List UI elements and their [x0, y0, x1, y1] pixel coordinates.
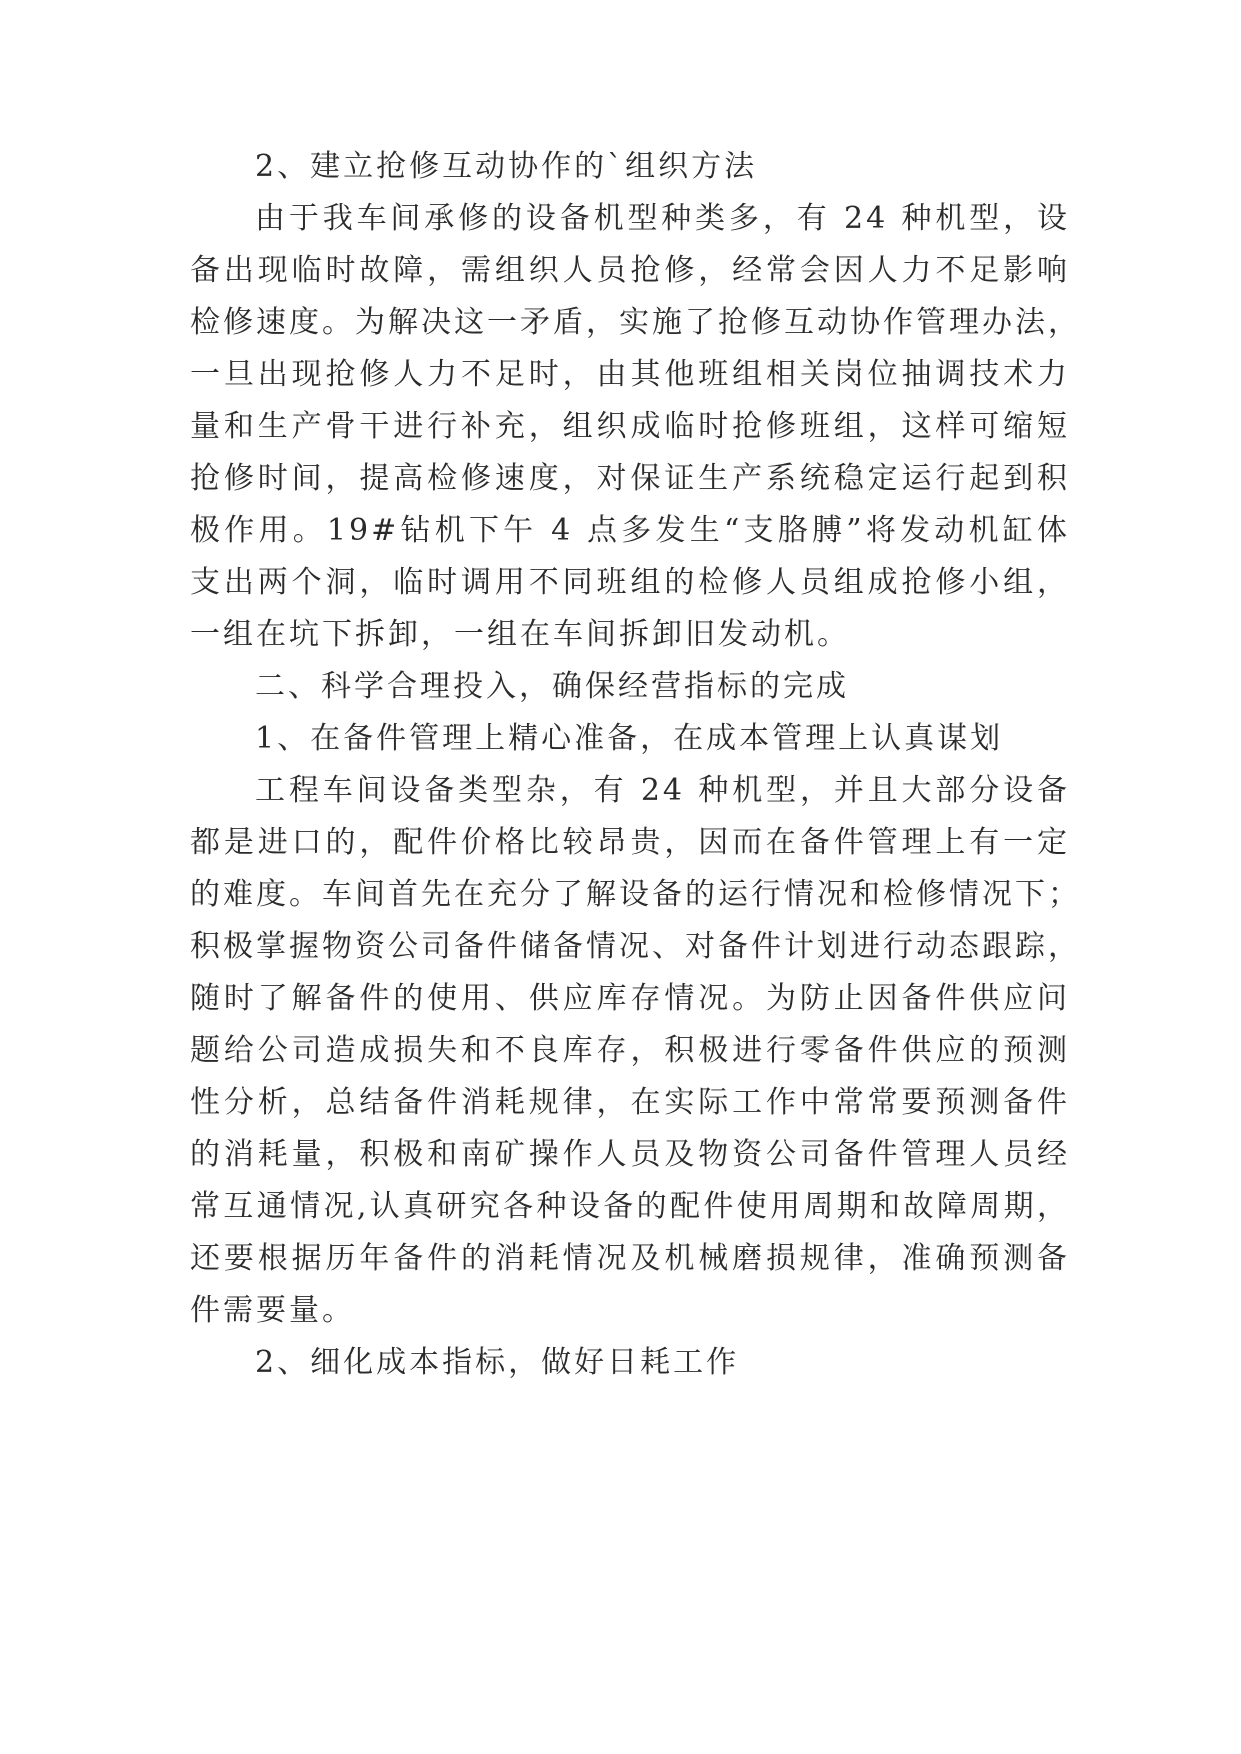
section-heading: 二、科学合理投入，确保经营指标的完成 — [255, 669, 849, 704]
paragraph-line: 一组在坑下拆卸，一组在车间拆卸旧发动机。 — [190, 617, 850, 652]
paragraph-line: 题给公司造成损失和不良库存，积极进行零备件供应的预测 — [190, 1033, 1070, 1068]
paragraph-line: 工程车间设备类型杂，有 24 种机型，并且大部分设备 — [255, 773, 1070, 808]
paragraph-line: 由于我车间承修的设备机型种类多，有 24 种机型，设 — [255, 201, 1070, 236]
subsection-heading: 2、细化成本指标，做好日耗工作 — [255, 1345, 740, 1380]
paragraph-line: 件需要量。 — [190, 1293, 355, 1328]
paragraph-line: 性分析，总结备件消耗规律，在实际工作中常常要预测备件 — [190, 1085, 1070, 1120]
paragraph-line: 支出两个洞，临时调用不同班组的检修人员组成抢修小组， — [190, 565, 1070, 600]
paragraph-line: 量和生产骨干进行补充，组织成临时抢修班组，这样可缩短 — [190, 409, 1070, 444]
subsection-heading: 1、在备件管理上精心准备，在成本管理上认真谋划 — [255, 721, 1004, 756]
paragraph-line: 抢修时间，提高检修速度，对保证生产系统稳定运行起到积 — [190, 461, 1070, 496]
paragraph-line: 的消耗量，积极和南矿操作人员及物资公司备件管理人员经 — [190, 1137, 1070, 1172]
paragraph-line: 备出现临时故障，需组织人员抢修，经常会因人力不足影响 — [190, 253, 1070, 288]
section-heading: 2、建立抢修互动协作的`组织方法 — [255, 149, 758, 184]
paragraph-line: 检修速度。为解决这一矛盾，实施了抢修互动协作管理办法， — [190, 305, 1081, 340]
paragraph-line: 积极掌握物资公司备件储备情况、对备件计划进行动态跟踪， — [190, 929, 1081, 964]
paragraph-line: 随时了解备件的使用、供应库存情况。为防止因备件供应问 — [190, 981, 1070, 1016]
paragraph-line: 都是进口的，配件价格比较昂贵，因而在备件管理上有一定 — [190, 825, 1070, 860]
paragraph-line: 常互通情况,认真研究各种设备的配件使用周期和故障周期， — [190, 1189, 1070, 1224]
paragraph-line: 的难度。车间首先在充分了解设备的运行情况和检修情况下； — [190, 877, 1081, 912]
paragraph-line: 极作用。19#钻机下午 4 点多发生“支胳膊”将发动机缸体 — [190, 513, 1070, 548]
paragraph-line: 一旦出现抢修人力不足时，由其他班组相关岗位抽调技术力 — [190, 357, 1070, 392]
paragraph-line: 还要根据历年备件的消耗情况及机械磨损规律，准确预测备 — [190, 1241, 1070, 1276]
